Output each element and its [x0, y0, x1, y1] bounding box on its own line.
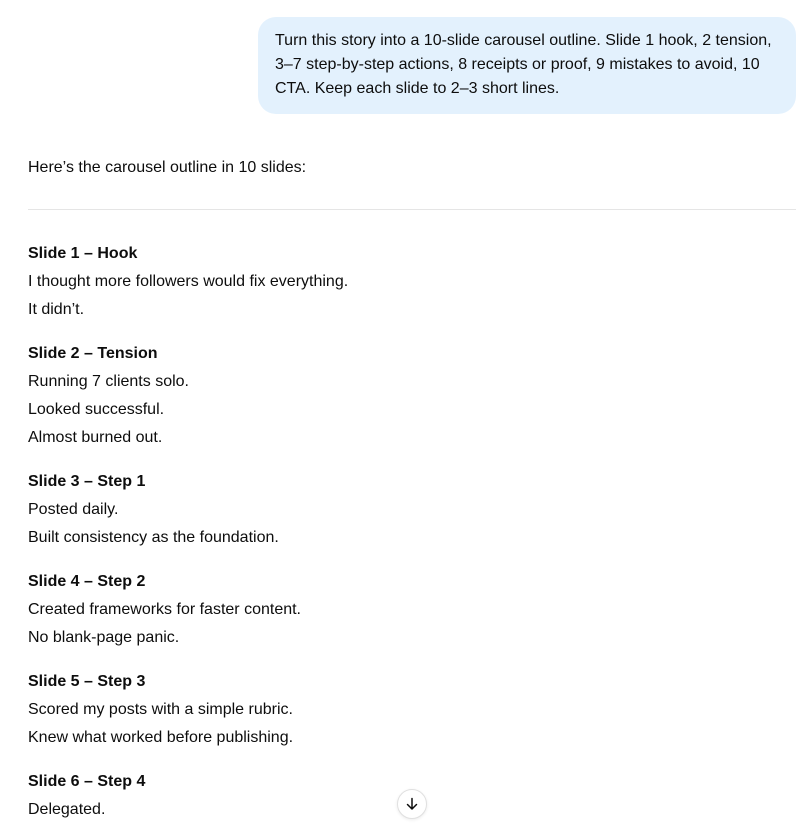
user-message-text: Turn this story into a 10-slide carousel outline. Slide 1 hook, 2 tension, 3–7 step-by-step actions, 8 receipts or proof, 9 mistakes to avoid, 10 CTA. Keep each slide to 2–3 short lines. — [275, 32, 772, 97]
slide-title: Slide 1 – Hook — [28, 245, 138, 262]
slide-line: It didn’t. — [28, 301, 85, 318]
divider — [28, 209, 796, 210]
slide-line: No blank-page panic. — [28, 629, 180, 646]
slide-line: Built consistency as the foundation. — [28, 529, 279, 546]
scroll-to-bottom-button[interactable] — [397, 789, 427, 819]
slide-block-3 — [28, 468, 796, 552]
slide-line: Delegated. — [28, 801, 106, 818]
slide-line: Knew what worked before publishing. — [28, 729, 294, 746]
slide-line: Scored my posts with a simple rubric. — [28, 701, 293, 718]
slide-title: Slide 2 – Tension — [28, 345, 158, 362]
slide-title: Slide 5 – Step 3 — [28, 673, 146, 690]
slide-block-2 — [28, 340, 796, 452]
slide-line: Created frameworks for faster content. — [28, 601, 301, 618]
slide-block-1 — [28, 240, 796, 324]
slide-block-5 — [28, 668, 796, 752]
slide-line: I thought more followers would fix everything. — [28, 273, 349, 290]
slide-title: Slide 4 – Step 2 — [28, 573, 146, 590]
slide-title: Slide 6 – Step 4 — [28, 773, 146, 790]
slide-line: Looked successful. — [28, 401, 165, 418]
slide-line: Running 7 clients solo. — [28, 373, 189, 390]
slide-line: Posted daily. — [28, 501, 119, 518]
slide-title: Slide 3 – Step 1 — [28, 473, 146, 490]
assistant-response — [28, 156, 796, 828]
slide-block-4 — [28, 568, 796, 652]
arrow-down-icon — [404, 796, 420, 812]
slide-line: Almost burned out. — [28, 429, 163, 446]
assistant-intro: Here’s the carousel outline in 10 slides: — [28, 159, 307, 176]
user-message-bubble — [258, 17, 796, 114]
